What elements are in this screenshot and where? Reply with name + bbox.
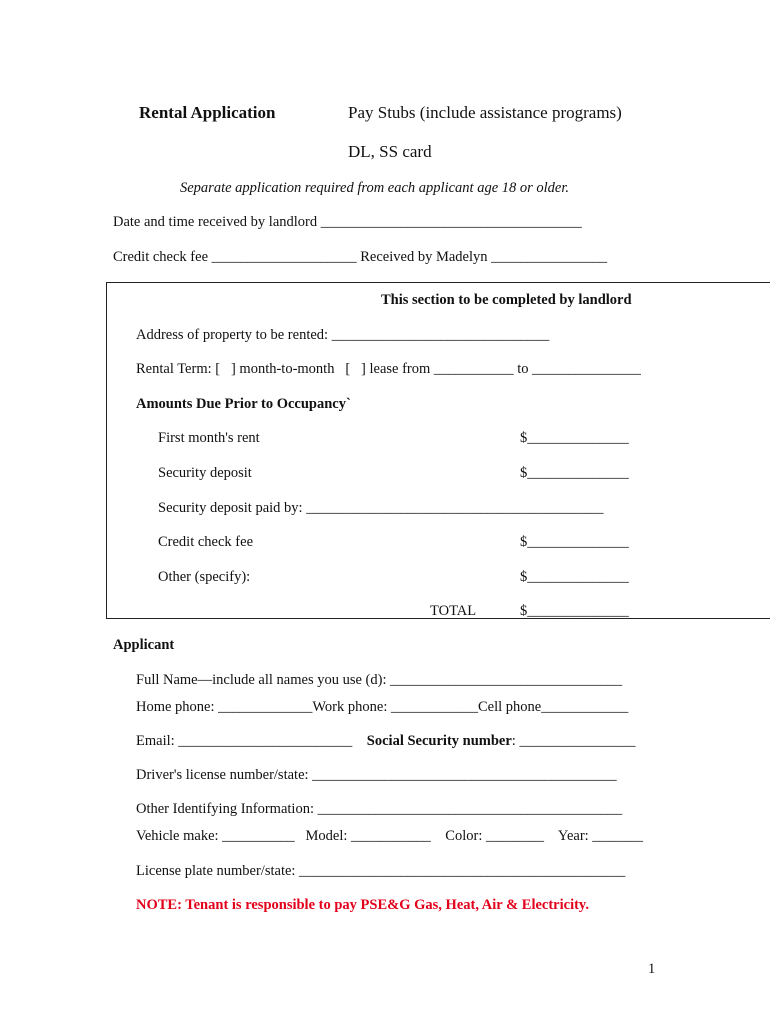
required-docs-line-1: Pay Stubs (include assistance programs) <box>348 103 622 122</box>
date-received-field[interactable]: Date and time received by landlord ____________________________________ <box>113 214 582 230</box>
total-field[interactable]: $______________ <box>520 603 629 619</box>
utilities-note: NOTE: Tenant is responsible to pay PSE&G Gas, Heat, Air & Electricity. <box>136 897 590 913</box>
security-deposit-label: Security deposit <box>158 465 252 481</box>
total-label: TOTAL <box>430 603 477 619</box>
landlord-section-heading: This section to be completed by landlord <box>381 292 632 308</box>
property-address-field[interactable]: Address of property to be rented: ______________________________ <box>136 327 550 343</box>
rental-term-field[interactable]: Rental Term: [ ] month-to-month [ ] lease from ___________ to _______________ <box>136 361 641 377</box>
vehicle-fields[interactable]: Vehicle make: __________ Model: ___________ Color: ________ Year: _______ <box>136 828 644 844</box>
ssn-field[interactable]: : ________________ <box>511 733 636 749</box>
credit-check-fee-label: Credit check fee <box>158 534 254 550</box>
email-field[interactable]: Email: ________________________ Social Security number: ________________ <box>136 733 636 749</box>
other-amount-field[interactable]: $______________ <box>520 569 629 585</box>
amounts-due-heading: Amounts Due Prior to Occupancy` <box>136 396 351 412</box>
security-deposit-paid-by-field[interactable]: Security deposit paid by: _________________________________________ <box>158 500 604 516</box>
other-identifying-info-field[interactable]: Other Identifying Information: __________________________________________ <box>136 801 623 817</box>
drivers-license-field[interactable]: Driver's license number/state: __________________________________________ <box>136 767 617 783</box>
credit-check-fee-amount-field[interactable]: $______________ <box>520 534 629 550</box>
first-month-rent-field[interactable]: $______________ <box>520 430 629 446</box>
other-specify-label: Other (specify): <box>158 569 251 585</box>
applicant-heading: Applicant <box>113 637 175 653</box>
security-deposit-field[interactable]: $______________ <box>520 465 629 481</box>
full-name-field[interactable]: Full Name—include all names you use (d): ________________________________ <box>136 672 623 688</box>
form-title: Rental Application <box>139 103 276 122</box>
page-number: 1 <box>648 961 656 977</box>
credit-check-fee-field[interactable]: Credit check fee ____________________ Received by Madelyn ________________ <box>113 249 608 265</box>
separate-application-notice: Separate application required from each applicant age 18 or older. <box>180 180 570 196</box>
ssn-label: Social Security number <box>366 733 512 749</box>
phone-fields[interactable]: Home phone: _____________Work phone: ____________Cell phone____________ <box>136 699 629 715</box>
first-month-rent-label: First month's rent <box>158 430 260 446</box>
required-docs-line-2: DL, SS card <box>348 142 432 161</box>
license-plate-field[interactable]: License plate number/state: _____________________________________________ <box>136 863 626 879</box>
